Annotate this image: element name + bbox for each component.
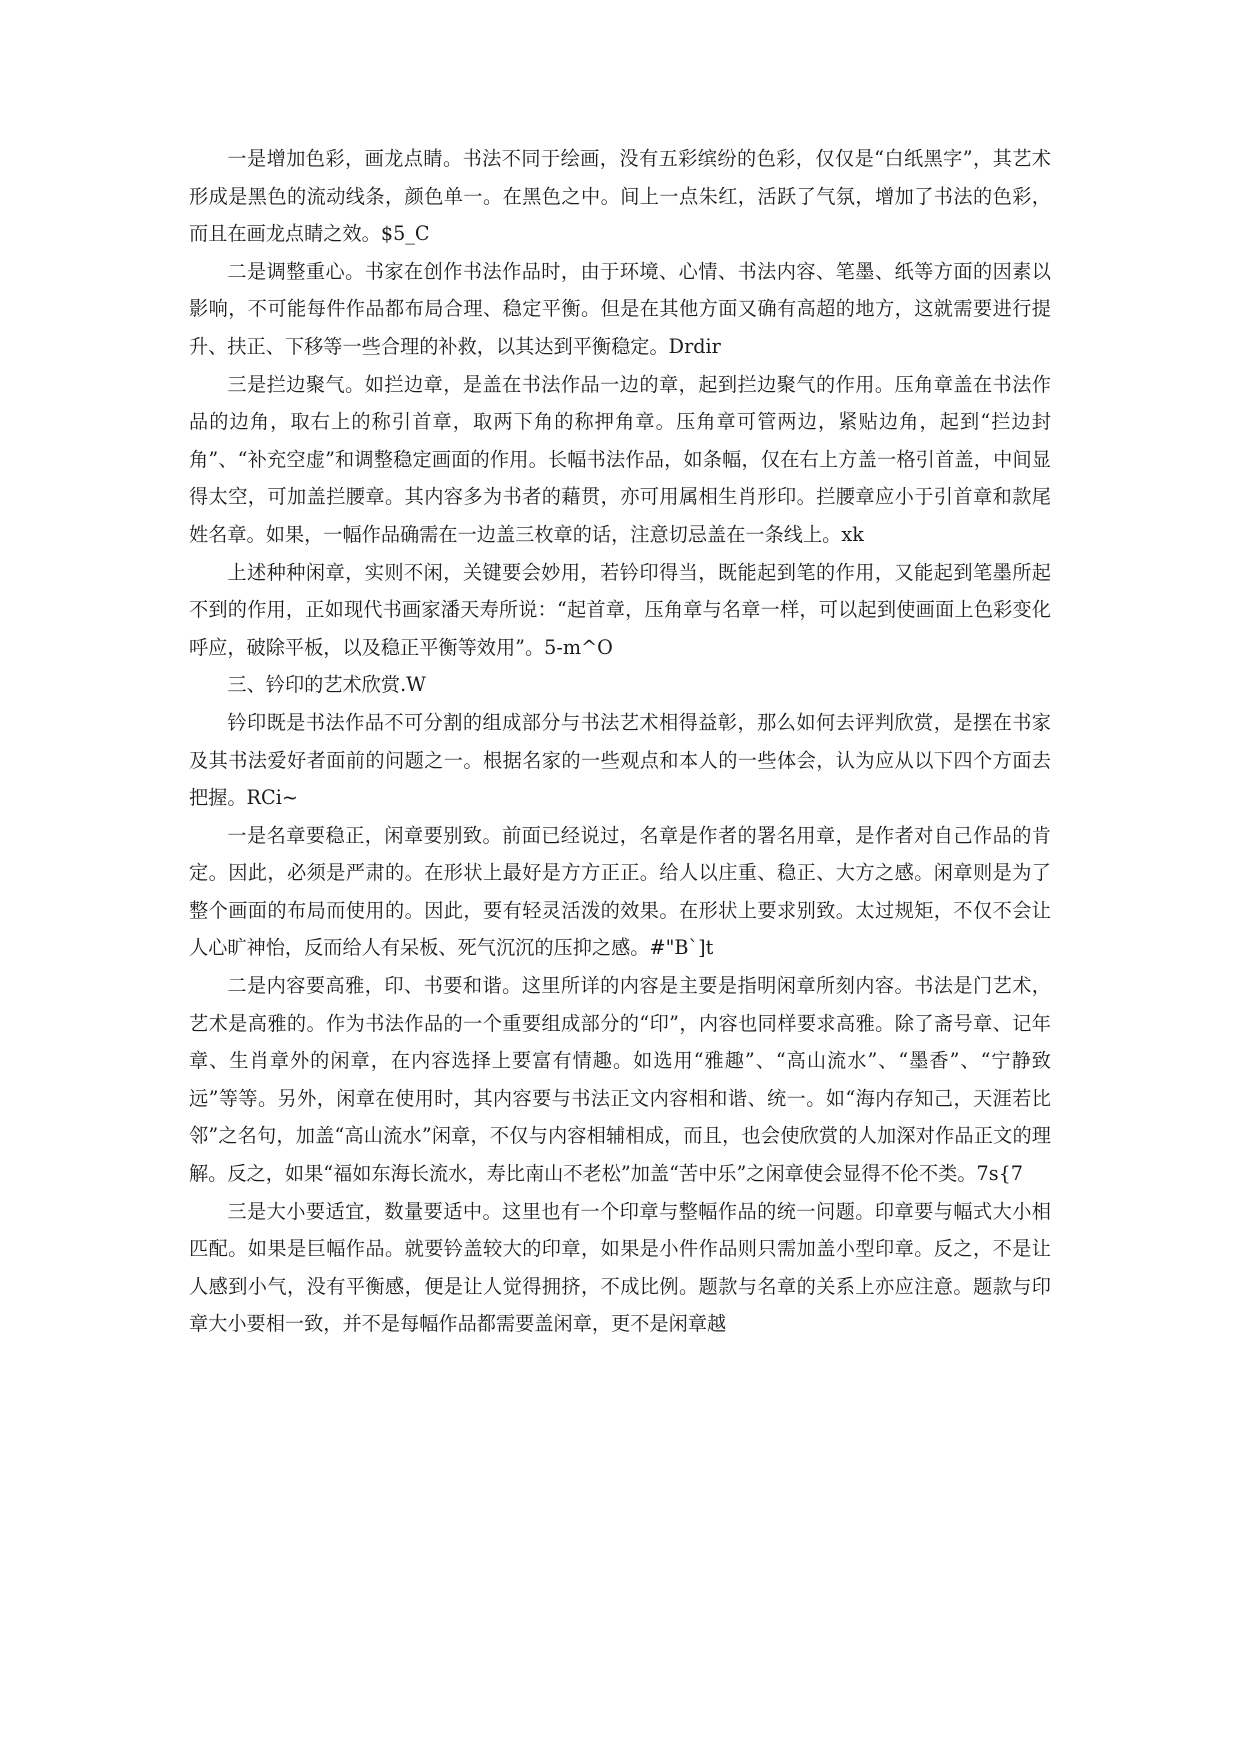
- paragraph-appreciation-intro: 钤印既是书法作品不可分割的组成部分与书法艺术相得益彰，那么如何去评判欣赏，是摆在书家及其书法爱好者面前的问题之一。根据名家的一些观点和本人的一些体会，认为应从以下四个方面去把握。RCi~: [189, 710, 1051, 810]
- paragraph-leisure-seal-use: 上述种种闲章，实则不闲，关键要会妙用，若钤印得当，既能起到笔的作用，又能起到笔墨所起不到的作用，正如现代书画家潘天寿所说：“起首章，压角章与名章一样，可以起到使画面上色彩变化呼应，破除平板，以及稳正平衡等效用”。5-m^O: [189, 560, 1051, 659]
- paragraph-edge-seal: 三是拦边聚气。如拦边章，是盖在书法作品一边的章，起到拦边聚气的作用。压角章盖在书法作品的边角，取右上的称引首章，取两下角的称押角章。压角章可管两边，紧贴边角，起到“拦边封角”、“补充空虚”和调整稳定画面的作用。长幅书法作品，如条幅，仅在右上方盖一格引首盖，中间显得太空，可加盖拦腰章。其内容多为书者的藉贯，亦可用属相生肖形印。拦腰章应小于引首章和款尾姓名章。如果，一幅作品确需在一边盖三枚章的话，注意切忌盖在一条线上。xk: [189, 372, 1051, 546]
- paragraph-adjust-balance: 二是调整重心。书家在创作书法作品时，由于环境、心情、书法内容、笔墨、纸等方面的因素以影响，不可能每件作品都布局合理、稳定平衡。但是在其他方面又确有高超的地方，这就需要进行提升、扶正、下移等一些合理的补救，以其达到平衡稳定。Drdir: [189, 259, 1051, 358]
- document-page: [189, 140, 1051, 1343]
- paragraph-name-seal: 一是名章要稳正，闲章要别致。前面已经说过，名章是作者的署名用章，是作者对自己作品的肯定。因此，必须是严肃的。在形状上最好是方方正正。给人以庄重、稳正、大方之感。闲章则是为了整个画面的布局而使用的。因此，要有轻灵活泼的效果。在形状上要求别致。太过规矩，不仅不会让人心旷神怡，反而给人有呆板、死气沉沉的压抑之感。#"B`]t: [189, 823, 1051, 960]
- paragraph-content-harmony: 二是内容要高雅，印、书要和谐。这里所详的内容是主要是指明闲章所刻内容。书法是门艺术，艺术是高雅的。作为书法作品的一个重要组成部分的“印”，内容也同样要求高雅。除了斋号章、记年章、生肖章外的闲章，在内容选择上要富有情趣。如选用“雅趣”、“高山流水”、“墨香”、“宁静致远”等等。另外，闲章在使用时，其内容要与书法正文内容相和谐、统一。如“海内存知己，天涯若比邻”之名句，加盖“高山流水”闲章，不仅与内容相辅相成，而且，也会使欣赏的人加深对作品正文的理解。反之，如果“福如东海长流水，寿比南山不老松”加盖“苦中乐”之闲章使会显得不伦不类。7s{7: [189, 974, 1051, 1186]
- paragraph-size-quantity: 三是大小要适宜，数量要适中。这里也有一个印章与整幅作品的统一问题。印章要与幅式大小相匹配。如果是巨幅作品。就要钤盖较大的印章，如果是小件作品则只需加盖小型印章。反之，不是让人感到小气，没有平衡感，便是让人觉得拥挤，不成比例。题款与名章的关系上亦应注意。题款与印章大小要相一致，并不是每幅作品都需要盖闲章，更不是闲章越: [189, 1199, 1051, 1336]
- section-heading: 三、钤印的艺术欣赏.W: [227, 673, 426, 697]
- paragraph-add-color: 一是增加色彩，画龙点睛。书法不同于绘画，没有五彩缤纷的色彩，仅仅是“白纸黑字”，其艺术形成是黑色的流动线条，颜色单一。在黑色之中。间上一点朱红，活跃了气氛，增加了书法的色彩，而且在画龙点睛之效。$5_C: [189, 147, 1051, 246]
